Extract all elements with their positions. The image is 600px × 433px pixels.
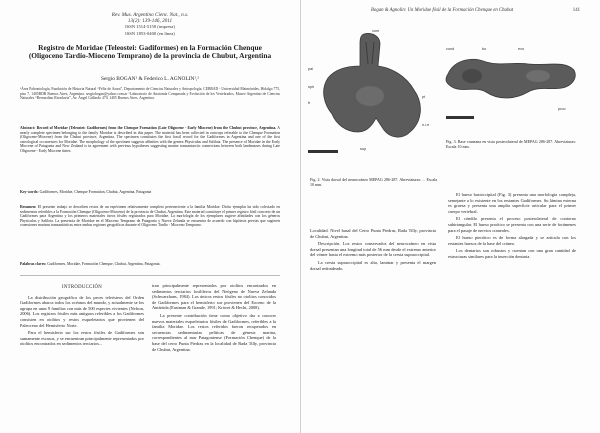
- body-column-left: [20, 283, 144, 349]
- body-column-right: [152, 283, 276, 354]
- figure-2-caption: Fig. 2. Vista dorsal del neurocráneo MEPAG 286-287. Abreviaturas: ... Escala 10 mm.: [310, 177, 437, 187]
- resumen: [20, 205, 280, 228]
- right-page-column-right: [448, 192, 576, 262]
- journal-name: Rev. Mus. Argentino Cienc. Nat., n.s.: [111, 12, 189, 18]
- condyle: [462, 69, 482, 83]
- paragraph: Descripción. Los restos conservados del neurocráneo en vista dorsal presentan una longitud total de 56 mm desde el extremo anterior del vómer hasta el extremo más posterior de la cresta supraoccipital.: [310, 241, 436, 258]
- resumen-text: El presente trabajo se describen restos de un espécimen relativamente completo perteneciente a la familia Moridae. Dicho ejemplar ha sido colectado en sedimentos referibles a la Formación Chenque (Oligoceno-Mioceno) de la provincia de Chubut, Argentina. Este material constituye el primer registro fósil concreto de un Gadiformes para Argentina y los primeros materiales óseos fósiles registrados para Moridae. La morfología de los ejemplares sugiere afinidades con los géneros Physiculus y Salilota. La presencia de Moridae en el Mioceno Temprano de Patagonia y Nueva Zelanda se encuentra de acuerdo con hipótesis previas que sugieren conexiones marinas transantárticas entre ambas regiones geográficas durante el Oligoceno Tardío - Mioceno Temprano.: [20, 205, 280, 228]
- paragraph: Para el hemisferio sur los restos fósiles de Gadiformes son sumamente escasos, y se encuentran principalmente representados por otolitos encontrados en sedimentos terciarios...: [20, 330, 144, 347]
- label-pal: pal: [308, 67, 314, 71]
- label-proo: proo: [558, 107, 566, 111]
- label-vom: vom: [372, 29, 380, 33]
- palabras-claves: [20, 262, 280, 267]
- abstract-text: A nearly complete specimen belonging to the family Moridae is described in this paper. The material has been collected in outcrops referable to the Chenque Formation (Oligocene-Miocene) from the Chubut province, Argentina. The specimen constitutes the first fossil record for the Gadiformes in Argentina and one of the first osteological occurrences for Moridae. The morphology of the specimen suggests affinities with the genera Physiculus and Salilota. The presence of Moridae in the Early Miocene of Patagonia and New Zealand is in agreement with previous hypotheses suggesting marine transantarctic connections between both landmasses during Late Oligocene - Early Miocene times.: [20, 126, 280, 153]
- paragraph: Localidad. Nivel basal del Cerro Punta Piedras, Rada Tilly, provincia de Chubut, Argentina.: [310, 228, 436, 239]
- journal-volume: 13(2): 139-146, 2011: [127, 18, 173, 25]
- paragraph: El hueso pterótico es de forma alargada y se articula con los restantes huesos de la base del cráneo.: [448, 235, 576, 246]
- label-fr: fr: [308, 101, 311, 105]
- label-exo: exo: [518, 47, 525, 51]
- palabras-text: Gadiformes, Moridae, Formación Chenque, Chubut, Argentina, Patagonia.: [47, 262, 161, 266]
- paragraph: El hueso basioccipital (Fig. 3) presenta una morfología compleja, semejante a lo existente en los restantes Gadiformes. Su lámina externa es gruesa y presenta una amplia superficie articular para el primer cuerpo vertebral.: [448, 192, 576, 214]
- paragraph: La cresta supraoccipital es alta, laminar y presenta el margen dorsal redondeado.: [310, 259, 436, 271]
- figure-2-neurocranium: [306, 26, 440, 156]
- keywords-label: Key words:: [20, 190, 39, 194]
- journal-issn-online: ISSN 1853-0400 (en línea): [125, 30, 175, 36]
- divider: [20, 275, 280, 276]
- paper-title: Registro de Moridae (Teleostei: Gadiformes) en la Formación Chenque (Oligoceno Tardío-Mioceno Temprano) de la provincia de Chubut, Argentina: [28, 43, 272, 61]
- abstract: [20, 126, 280, 154]
- label-pt: pt: [422, 95, 426, 99]
- abstract-label: Abstract: Record of Moridae (Teleostei: Gadiformes) from the Chenque Formation (Late Oligocene - Early Miocene) from the Chubut province, Argentina.: [20, 126, 277, 130]
- cranium-center: [356, 86, 384, 106]
- affiliation: ¹Área Paleontología, Fundación de Historia Natural “Félix de Azara”, Departamento de Ciencias Naturales y Antropología, CEBBAD - Universidad Maimónides, Hidalgo 775, piso 7, 1405BDB Buenos Aires, Argentina. sergiobogan@yahoo.com.ar ²Laboratorio de Anatomía Comparada y Evolución de los Vertebrados, Museo Argentino de Ciencias Naturales “Bernardino Rivadavia”, Av. Ángel Gallardo 470, 1405 Buenos Aires, Argentina.: [20, 87, 280, 100]
- proötic-region: [526, 70, 550, 82]
- paragraph: Los dentarios son robustos y cuentan con una gran cantidad de estructuras similares para la inserción dentaria.: [448, 248, 576, 259]
- figure-3-caption: Fig. 3. Base craneana en vista posterolateral de MEPAG 286-287. Abreviaturas: Escala 10 mm.: [446, 139, 576, 149]
- paragraph: tran principalmente representados por otolitos encontrados en sedimentos terciarios fosilíferos del Neógeno de Nueva Zelanda (Schwarzhans, 1984). Los únicos restos fósiles no otolitos conocidos de Gadiformes para el hemisferio sur provienen del Eoceno de la Antártida (Eastman & Grande, 1991; Kriwet & Hecht, 2008).: [152, 283, 276, 311]
- label-cond: cond: [446, 47, 455, 51]
- paper-authors: Sergio BOGAN¹ & Federico L. AGNOLIN¹,²: [100, 76, 200, 82]
- keywords-text: Gadiformes, Moridae, Chenque Formation, Chubut, Argentina, Patagonia: [39, 190, 152, 194]
- paragraph: El cóndilo presenta el proceso posterolateral de contorno subtriangular. El hueso proótico se presenta con una serie de forámenes para el pasaje de nervios craneales.: [448, 216, 576, 233]
- right-page-column-left: [310, 228, 436, 273]
- scale-bar: [308, 150, 338, 153]
- paragraph: La presente contribución tiene como objetivo dar a conocer nuevos materiales esqueletarios fósiles de Gadiformes, referibles a la familia Moridae. Los restos referidos fueron recuperados en secuencias sedimentarias pelíticas de génesis marina, correspondientes al mar Patagoniense (Formación Chenque) de la base del cerro Punta Piedras en la localidad de Rada Tilly, provincia de Chubut, Argentina.: [152, 312, 276, 352]
- scale-bar: [446, 116, 474, 119]
- palabras-label: Palabras claves:: [20, 262, 47, 266]
- label-nie: n.i.e: [422, 123, 430, 127]
- label-sph: sph: [308, 85, 315, 89]
- running-head: [371, 8, 580, 13]
- journal-issn-print: ISSN 1514-5158 (impresa): [125, 24, 175, 30]
- label-bo: bo: [482, 47, 487, 51]
- running-head-text: Bogan & Agnolin: Un Moridae fósil de la Formación Chenque en Chubut: [371, 8, 514, 13]
- keywords: [20, 190, 280, 195]
- section-heading-intro: INTRODUCCIÓN: [61, 285, 103, 290]
- journal-header: [0, 12, 300, 37]
- resumen-label: Resumen:: [20, 205, 37, 209]
- figure-3-basicranium: [442, 26, 582, 126]
- label-sup: sup: [360, 147, 367, 151]
- page-number: 141: [572, 8, 580, 13]
- paragraph: La distribución geográfica de los peces teleósteos del Orden Gadiformes abarca todos los océanos del mundo, y actualmente se los agrupa en unas 9 familias con más de 500 especies vivientes (Nelson, 2006). Los registros fósiles más antiguos referibles a los Gadiformes consisten en otolitos y restos esqueletarios que provienen del Paleoceno del Hemisferio Norte.: [20, 294, 144, 328]
- neurocranium-shape: [324, 33, 421, 137]
